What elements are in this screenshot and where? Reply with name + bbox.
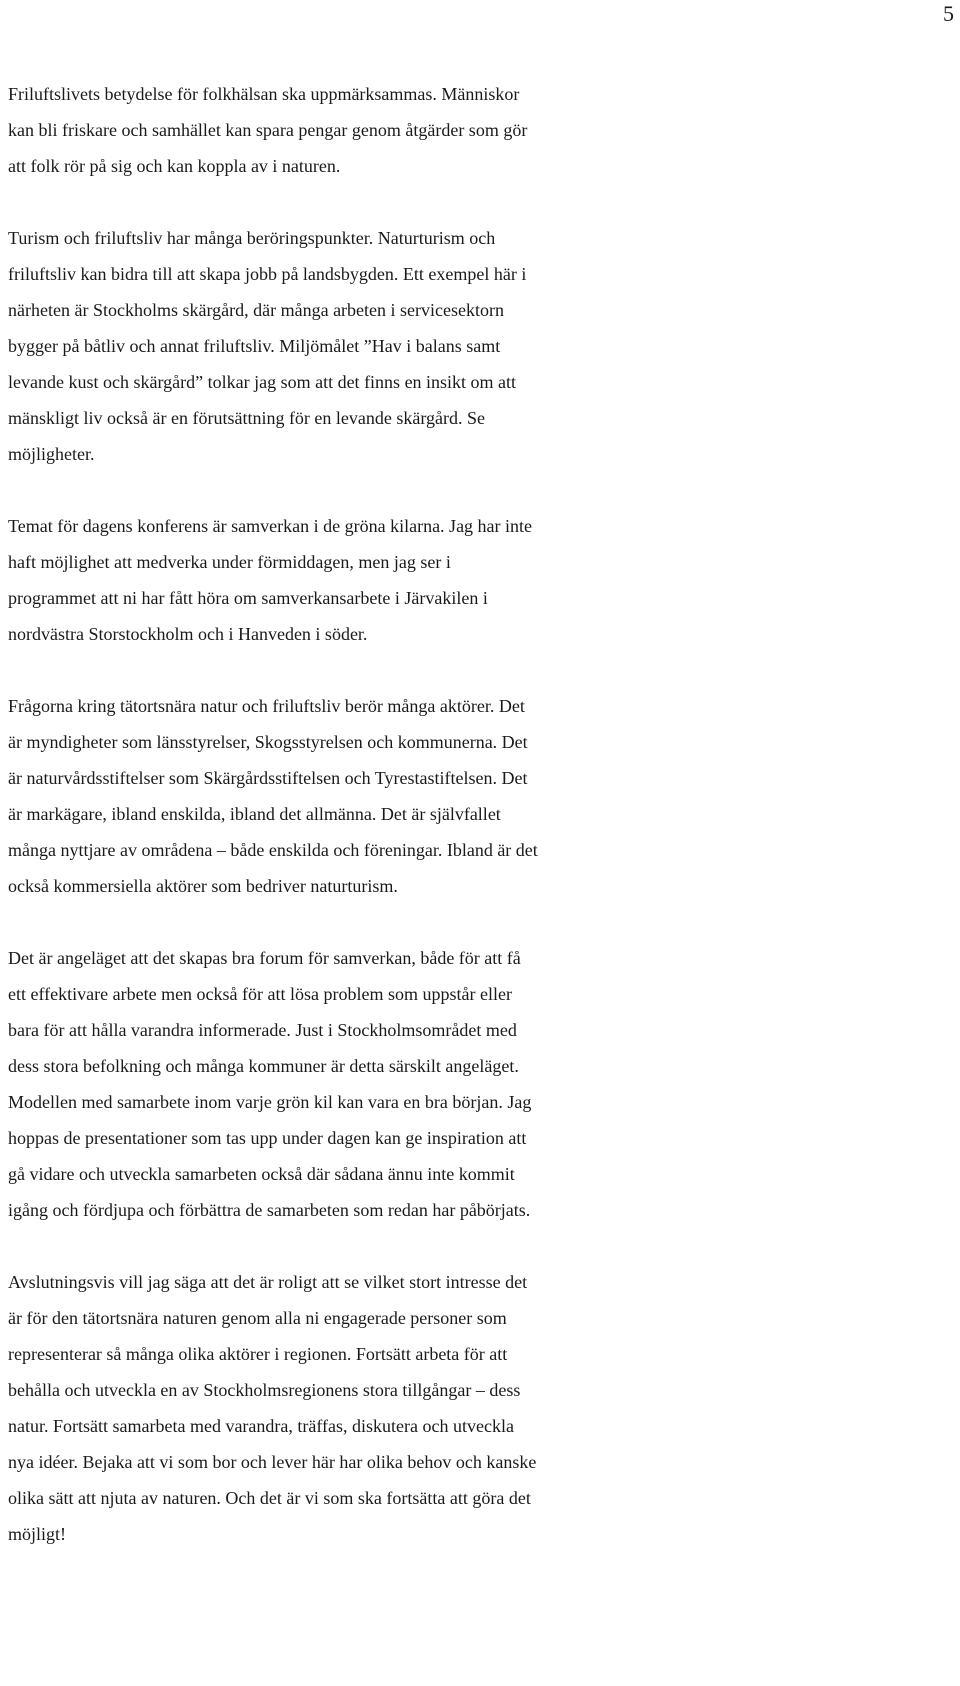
- text-line: är naturvårdsstiftelser som Skärgårdsstiftelsen och Tyrestastiftelsen. Det: [8, 768, 528, 788]
- text-line: Turism och friluftsliv har många beröringspunkter. Naturturism och: [8, 228, 496, 248]
- text-line: Temat för dagens konferens är samverkan i de gröna kilarna. Jag har inte: [8, 516, 533, 536]
- text-line: bygger på båtliv och annat friluftsliv. Miljömålet ”Hav i balans samt: [8, 336, 501, 356]
- text-line: möjligheter.: [8, 444, 95, 464]
- text-line: Friluftslivets betydelse för folkhälsan ska uppmärksammas. Människor: [8, 84, 520, 104]
- text-line: levande kust och skärgård” tolkar jag som att det finns en insikt om att: [8, 372, 517, 392]
- text-line: är för den tätortsnära naturen genom alla ni engagerade personer som: [8, 1308, 507, 1328]
- text-line: haft möjlighet att medverka under förmiddagen, men jag ser i: [8, 552, 451, 572]
- paragraph-3: [8, 508, 956, 652]
- paragraph-4: [8, 688, 956, 904]
- text-line: nya idéer. Bejaka att vi som bor och lever här har olika behov och kanske: [8, 1452, 537, 1472]
- text-line: Frågorna kring tätortsnära natur och friluftsliv berör många aktörer. Det: [8, 696, 525, 716]
- text-line: dess stora befolkning och många kommuner är detta särskilt angeläget.: [8, 1056, 519, 1076]
- document-body: [8, 76, 956, 1588]
- text-line: är markägare, ibland enskilda, ibland det allmänna. Det är självfallet: [8, 804, 501, 824]
- text-line: Det är angeläget att det skapas bra forum för samverkan, både för att få: [8, 948, 521, 968]
- text-line: Avslutningsvis vill jag säga att det är roligt att se vilket stort intresse det: [8, 1272, 528, 1292]
- paragraph-1: [8, 76, 956, 184]
- text-line: många nyttjare av områdena – både enskilda och föreningar. Ibland är det: [8, 840, 538, 860]
- text-line: representerar så många olika aktörer i regionen. Fortsätt arbeta för att: [8, 1344, 508, 1364]
- text-line: Modellen med samarbete inom varje grön kil kan vara en bra början. Jag: [8, 1092, 532, 1112]
- page-number: 5: [943, 1, 954, 26]
- text-line: bara för att hålla varandra informerade. Just i Stockholmsområdet med: [8, 1020, 517, 1040]
- text-line: natur. Fortsätt samarbeta med varandra, träffas, diskutera och utveckla: [8, 1416, 514, 1436]
- text-line: mänskligt liv också är en förutsättning för en levande skärgård. Se: [8, 408, 486, 428]
- text-line: möjligt!: [8, 1524, 66, 1544]
- text-line: friluftsliv kan bidra till att skapa jobb på landsbygden. Ett exempel här i: [8, 264, 527, 284]
- text-line: nordvästra Storstockholm och i Hanveden i söder.: [8, 624, 368, 644]
- text-line: olika sätt att njuta av naturen. Och det är vi som ska fortsätta att göra det: [8, 1488, 531, 1508]
- text-line: också kommersiella aktörer som bedriver naturturism.: [8, 876, 398, 896]
- text-line: är myndigheter som länsstyrelser, Skogsstyrelsen och kommunerna. Det: [8, 732, 528, 752]
- paragraph-2: [8, 220, 956, 472]
- paragraph-5: [8, 940, 956, 1228]
- text-line: igång och fördjupa och förbättra de samarbeten som redan har påbörjats.: [8, 1200, 531, 1220]
- text-line: gå vidare och utveckla samarbeten också där sådana ännu inte kommit: [8, 1164, 515, 1184]
- text-line: hoppas de presentationer som tas upp under dagen kan ge inspiration att: [8, 1128, 527, 1148]
- text-line: närheten är Stockholms skärgård, där många arbeten i servicesektorn: [8, 300, 504, 320]
- text-line: behålla och utveckla en av Stockholmsregionens stora tillgångar – dess: [8, 1380, 521, 1400]
- text-line: kan bli friskare och samhället kan spara pengar genom åtgärder som gör: [8, 120, 528, 140]
- text-line: att folk rör på sig och kan koppla av i naturen.: [8, 156, 341, 176]
- paragraph-6: [8, 1264, 956, 1552]
- text-line: programmet att ni har fått höra om samverkansarbete i Järvakilen i: [8, 588, 488, 608]
- text-line: ett effektivare arbete men också för att lösa problem som uppstår eller: [8, 984, 512, 1004]
